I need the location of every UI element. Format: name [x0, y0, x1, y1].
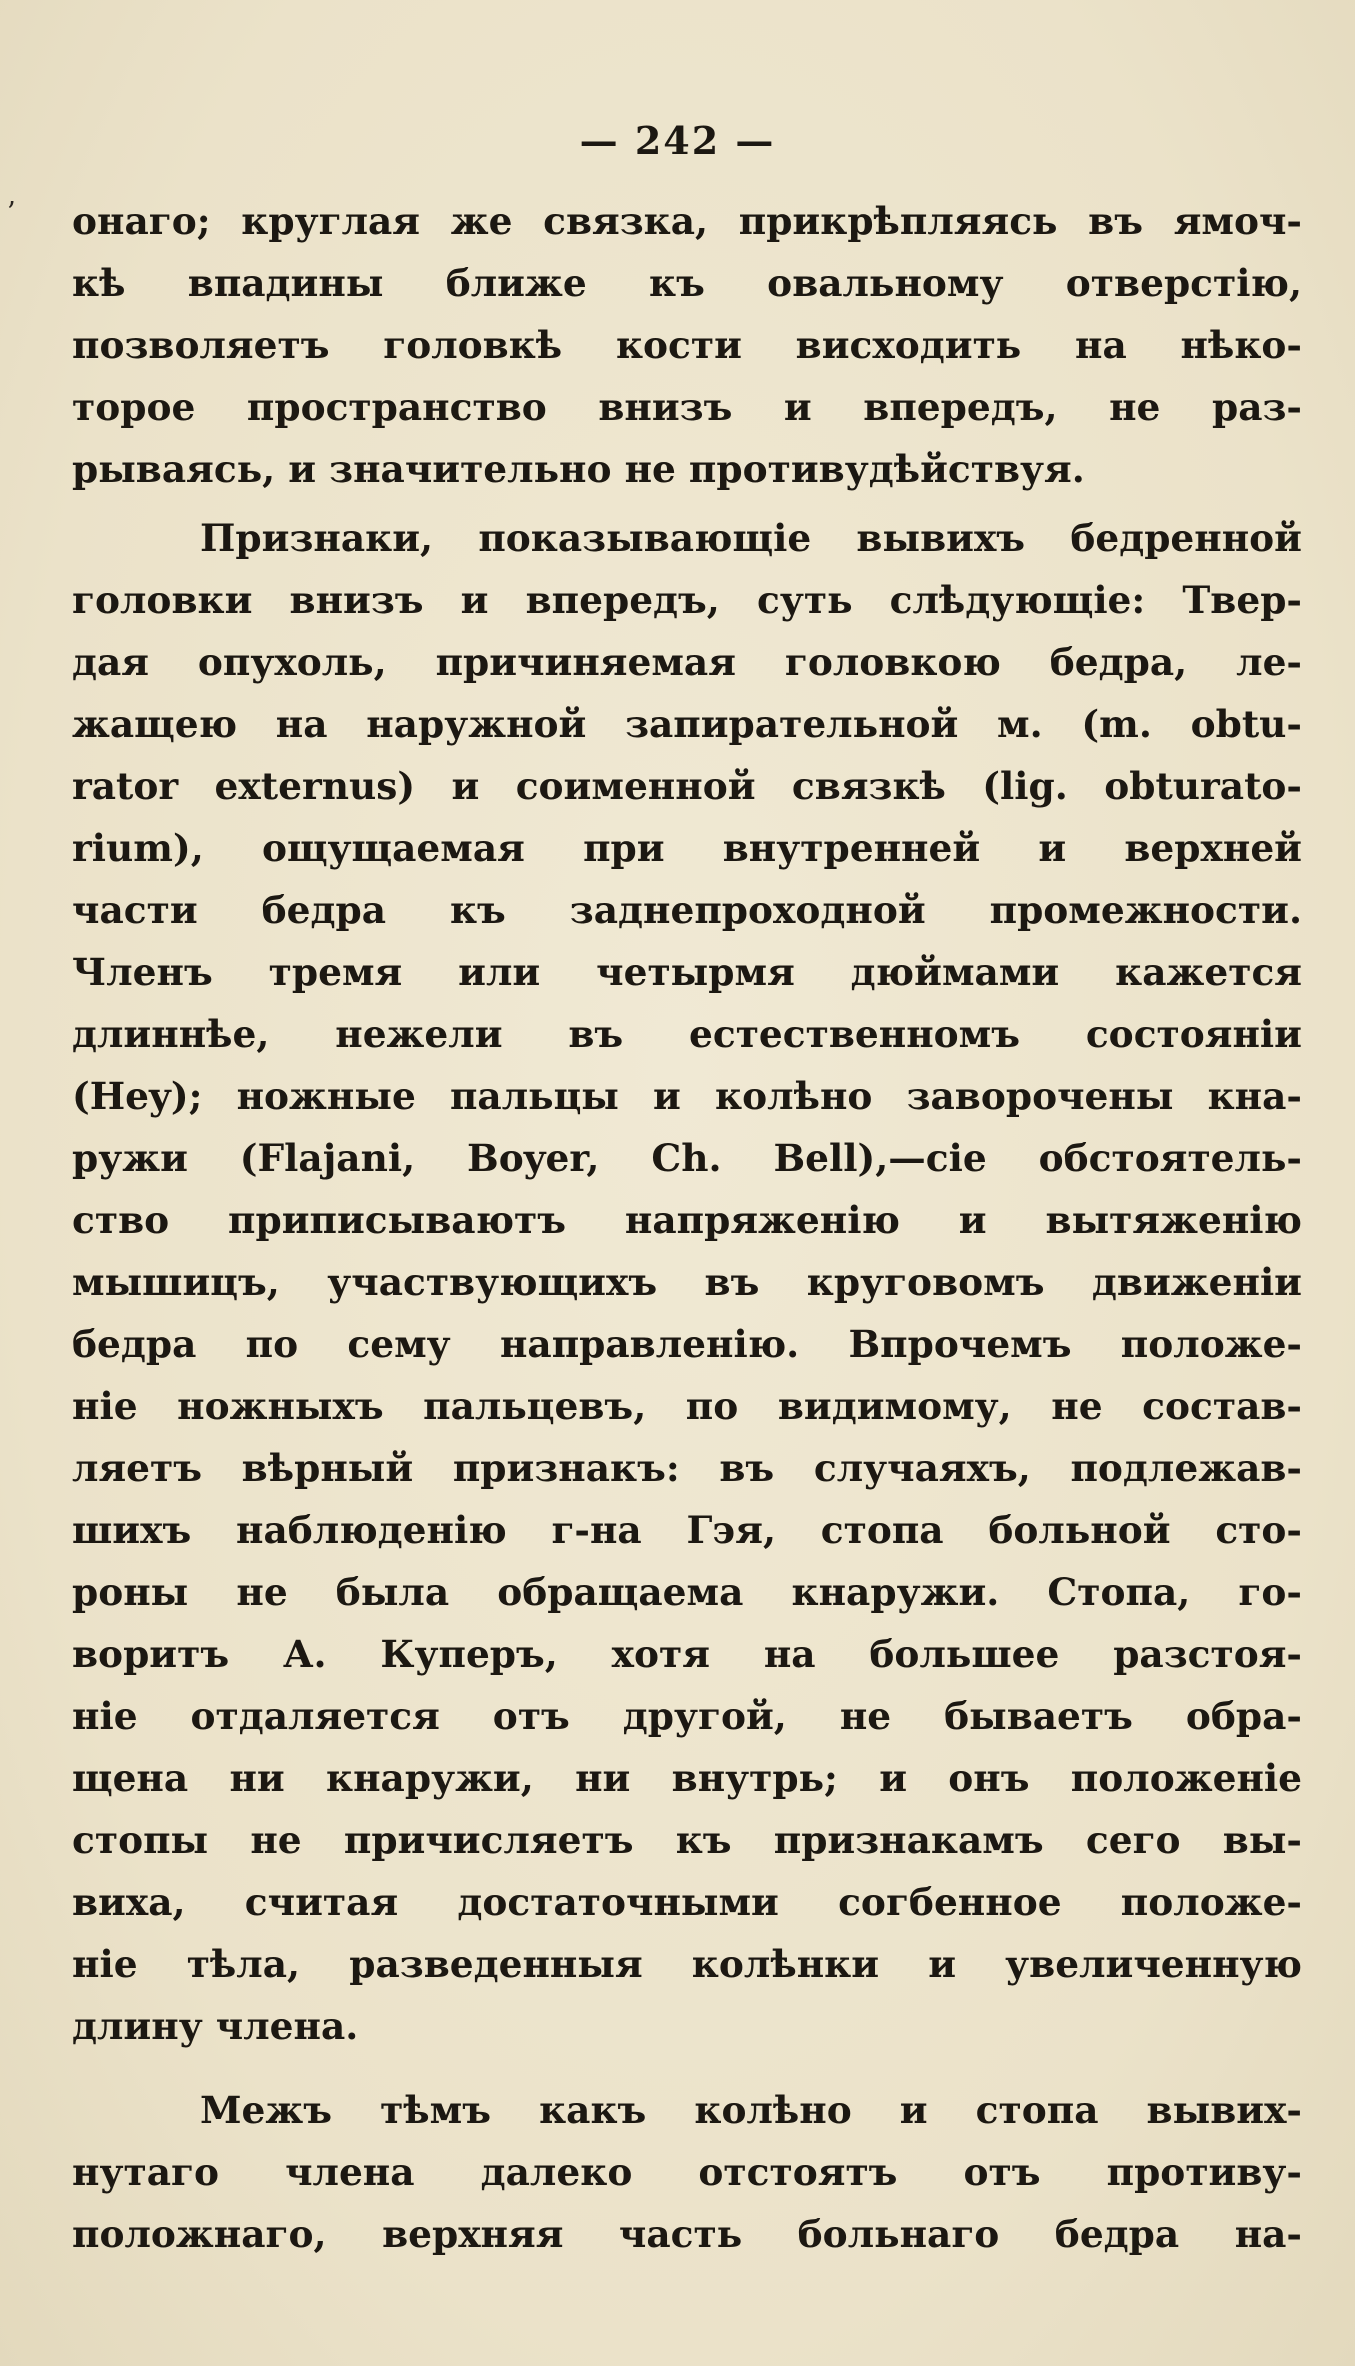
- paragraph-2: [72, 507, 1302, 2057]
- text-line: положнаго, верхняя часть больнаго бедра на-: [72, 2212, 1302, 2256]
- text-line: длину члена.: [72, 2004, 359, 2048]
- text-line: роны не была обращаема кнаружи. Стопа, го-: [72, 1570, 1302, 1614]
- text-line: ніе отдаляется отъ другой, не бываетъ обра-: [72, 1694, 1302, 1738]
- page-number: — 242 —: [579, 118, 776, 163]
- text-line: рываясь, и значительно не противудѣйствуя.: [72, 447, 1085, 491]
- text-line: стопы не причисляетъ къ признакамъ сего вы-: [72, 1818, 1302, 1862]
- text-line: дая опухоль, причиняемая головкою бедра, ле-: [72, 640, 1302, 684]
- text-line: ніе тѣла, разведенныя колѣнки и увеличенную: [72, 1942, 1302, 1986]
- text-line: Признаки, показывающіе вывихъ бедренной: [200, 516, 1302, 560]
- text-line: ство приписываютъ напряженію и вытяженію: [72, 1198, 1302, 1242]
- text-line: жащею на наружной запирательной м. (m. obtu-: [72, 702, 1302, 746]
- text-line: бедра по сему направленію. Впрочемъ положе-: [72, 1322, 1302, 1366]
- text-line: ружи (Flajani, Boyer, Ch. Bell),—сіе обстоятель-: [72, 1136, 1302, 1180]
- text-line: rator externus) и соименной связкѣ (lig. obturato-: [72, 764, 1302, 808]
- margin-mark: ʼ: [6, 196, 15, 229]
- text-line: головки внизъ и впередъ, суть слѣдующіе: Твер-: [72, 578, 1302, 622]
- text-line: Межъ тѣмъ какъ колѣно и стопа вывих-: [200, 2088, 1302, 2132]
- text-line: Членъ тремя или четырмя дюймами кажется: [72, 950, 1302, 994]
- text-line: длиннѣе, нежели въ естественномъ состояніи: [72, 1012, 1302, 1056]
- text-line: кѣ впадины ближе къ овальному отверстію,: [72, 261, 1302, 305]
- text-line: виха, считая достаточными согбенное положе-: [72, 1880, 1302, 1924]
- text-line: ніе ножныхъ пальцевъ, по видимому, не состав-: [72, 1384, 1302, 1428]
- text-line: онаго; круглая же связка, прикрѣпляясь въ ямоч-: [72, 199, 1302, 243]
- text-line: позволяетъ головкѣ кости висходить на нѣко-: [72, 323, 1302, 367]
- paragraph-3: [72, 2079, 1302, 2265]
- text-line: торое пространство внизъ и впередъ, не раз-: [72, 385, 1302, 429]
- text-line: ляетъ вѣрный признакъ: въ случаяхъ, подлежав-: [72, 1446, 1302, 1490]
- text-line: мышицъ, участвующихъ въ круговомъ движеніи: [72, 1260, 1302, 1304]
- text-line: (Hey); ножные пальцы и колѣно заворочены кна-: [72, 1074, 1302, 1118]
- paragraph-1: [72, 190, 1302, 500]
- text-line: шихъ наблюденію г-на Гэя, стопа больной сто-: [72, 1508, 1302, 1552]
- text-line: rium), ощущаемая при внутренней и верхней: [72, 826, 1302, 870]
- text-line: нутаго члена далеко отстоятъ отъ противу-: [72, 2150, 1302, 2194]
- text-line: воритъ А. Куперъ, хотя на большее разстоя-: [72, 1632, 1302, 1676]
- text-line: части бедра къ заднепроходной промежности.: [72, 888, 1302, 932]
- text-line: щена ни кнаружи, ни внутрь; и онъ положеніе: [72, 1756, 1302, 1800]
